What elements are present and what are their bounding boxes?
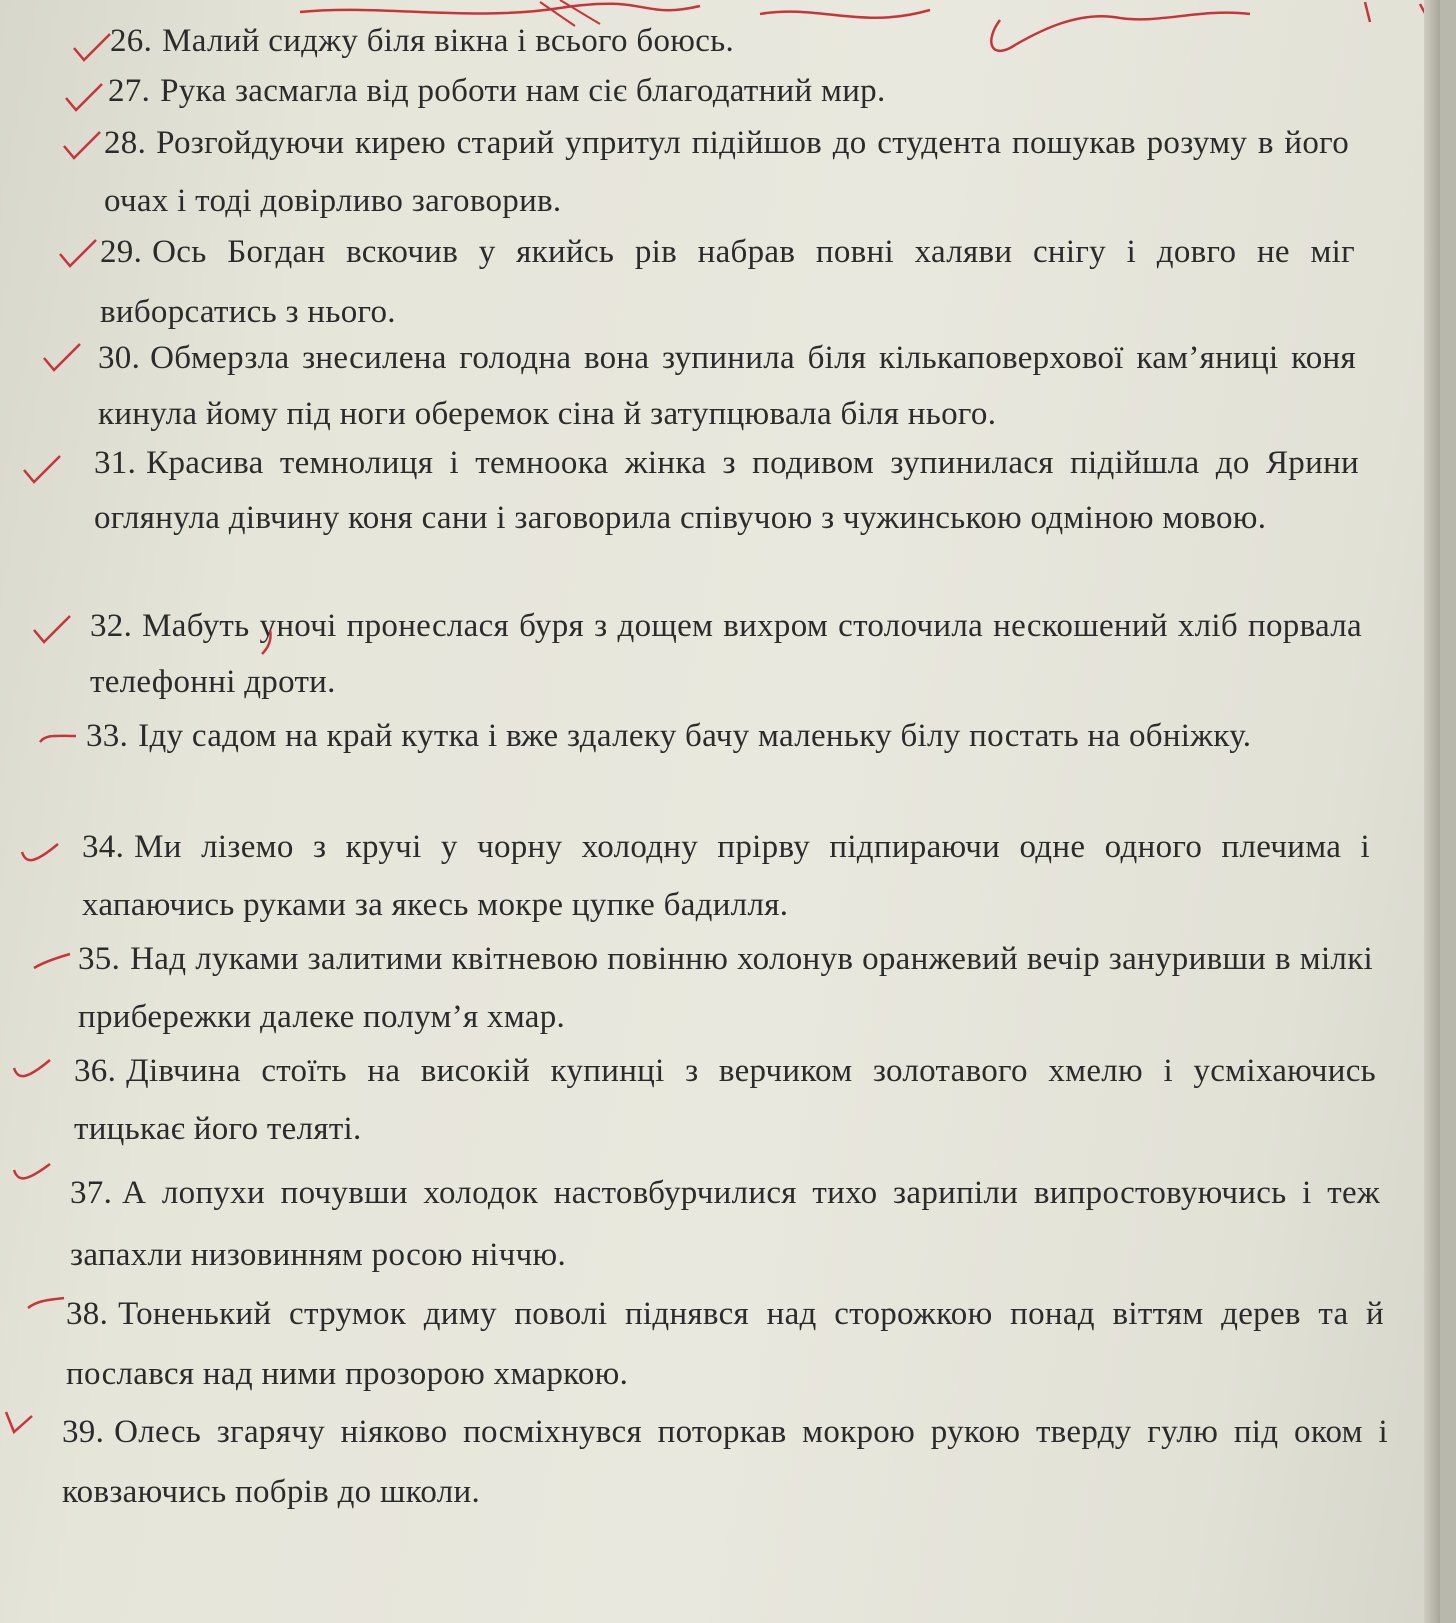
- sentence-number: 33.: [86, 718, 129, 754]
- sentence-number: 35.: [78, 941, 121, 977]
- check-mark-icon: [60, 128, 104, 162]
- sentence-number: 37.: [70, 1175, 113, 1211]
- sentence-34: [82, 818, 1370, 934]
- sentence-text: Мабуть уночі пронеслася буря з дощем вихром столочила нескошений хліб порвала телефонні дроти.: [90, 608, 1362, 700]
- sentence-text: Красива темнолиця і темноока жінка з подивом зупинилася підійшла до Ярини оглянула дівчину коня сани і заговорила співучою з чужинською одміною мовою.: [94, 445, 1359, 536]
- sentence-32: [90, 598, 1362, 710]
- sentence-37: [70, 1162, 1380, 1286]
- sentence-text: Над луками залитими квітневою повінню холонув оранжевий вечір зануривши в мілкі прибережки далеке полум’я хмар.: [78, 941, 1373, 1035]
- check-mark-icon: [10, 1050, 54, 1084]
- sentence-33: [86, 708, 1366, 764]
- sentence-number: 28.: [104, 125, 147, 161]
- sentence-text: Тоненький струмок диму поволі піднявся над сторожкою понад віттям дерев та й послався над ними прозорою хмаркою.: [66, 1296, 1384, 1392]
- sentence-text: Іду садом на край кутка і вже здалеку бачу маленьку білу постать на обніжку.: [138, 718, 1252, 754]
- dash-mark-icon: [24, 1290, 68, 1324]
- sentence-38: [66, 1284, 1384, 1404]
- sentence-number: 26.: [110, 23, 153, 59]
- sentence-text: А лопухи почувши холодок настовбурчилися тихо зарипіли випростовуючись і теж запахли низовинням росою ніччю.: [70, 1175, 1380, 1273]
- sentence-26: [110, 14, 1340, 68]
- sentence-text: Ось Богдан вскочив у якийсь рів набрав повні халяви снігу і довго не міг виборсатись з нього.: [100, 234, 1355, 330]
- sentence-number: 32.: [90, 608, 133, 644]
- sentence-35: [78, 930, 1373, 1046]
- sentence-text: Рука засмагла від роботи нам сіє благодатний мир.: [160, 73, 886, 109]
- sentence-36: [74, 1042, 1376, 1158]
- sentence-number: 31.: [94, 445, 137, 481]
- sentence-text: Олесь згарячу ніяково посміхнувся поторкав мокрою рукою тверду гулю під оком і ковзаючись побрів до школи.: [62, 1414, 1388, 1510]
- sentence-29: [100, 222, 1355, 342]
- sentence-28: [104, 114, 1349, 230]
- check-mark-icon: [56, 236, 100, 270]
- check-mark-icon: [40, 340, 84, 374]
- sentence-39: [62, 1402, 1388, 1522]
- dash-mark-icon: [30, 948, 74, 982]
- sentence-text: Малий сиджу біля вікна і всього боюсь.: [162, 23, 735, 59]
- sentence-31: [94, 436, 1359, 546]
- check-mark-icon: [20, 452, 64, 486]
- check-mark-icon: [30, 612, 74, 646]
- sentence-30: [98, 330, 1356, 442]
- sentence-number: 39.: [62, 1414, 105, 1450]
- sentence-number: 34.: [82, 829, 125, 865]
- sentence-number: 30.: [98, 340, 141, 376]
- sentence-number: 27.: [108, 73, 151, 109]
- sentence-number: 29.: [100, 234, 143, 270]
- dash-mark-icon: [36, 720, 80, 754]
- sentence-text: Розгойдуючи кирею старий упритул підійшов до студента пошукав розуму в його очах і тоді довірливо заговорив.: [104, 125, 1349, 219]
- sentence-text: Дівчина стоїть на високій купинці з верчиком золотавого хмелю і усміхаючись тицькає його теляті.: [74, 1053, 1376, 1147]
- page-edge: [1424, 0, 1440, 1623]
- check-mark-icon: [62, 80, 106, 114]
- check-mark-icon: [2, 1406, 46, 1440]
- sentence-text: Обмерзла знесилена голодна вона зупинила біля кількаповерхової кам’яниці коня кинула йому під ноги оберемок сіна й затупцювала біля нього.: [98, 340, 1356, 432]
- comma-correction-mark: [258, 628, 278, 656]
- check-mark-icon: [10, 1156, 54, 1190]
- check-mark-icon: [18, 834, 62, 868]
- check-mark-icon: [70, 30, 114, 64]
- sentence-number: 38.: [66, 1296, 109, 1332]
- sentence-27: [108, 64, 1338, 118]
- sentence-text: Ми ліземо з кручі у чорну холодну прірву підпираючи одне одного плечима і хапаючись руками за якесь мокре цупке бадилля.: [82, 829, 1370, 923]
- sentence-number: 36.: [74, 1053, 117, 1089]
